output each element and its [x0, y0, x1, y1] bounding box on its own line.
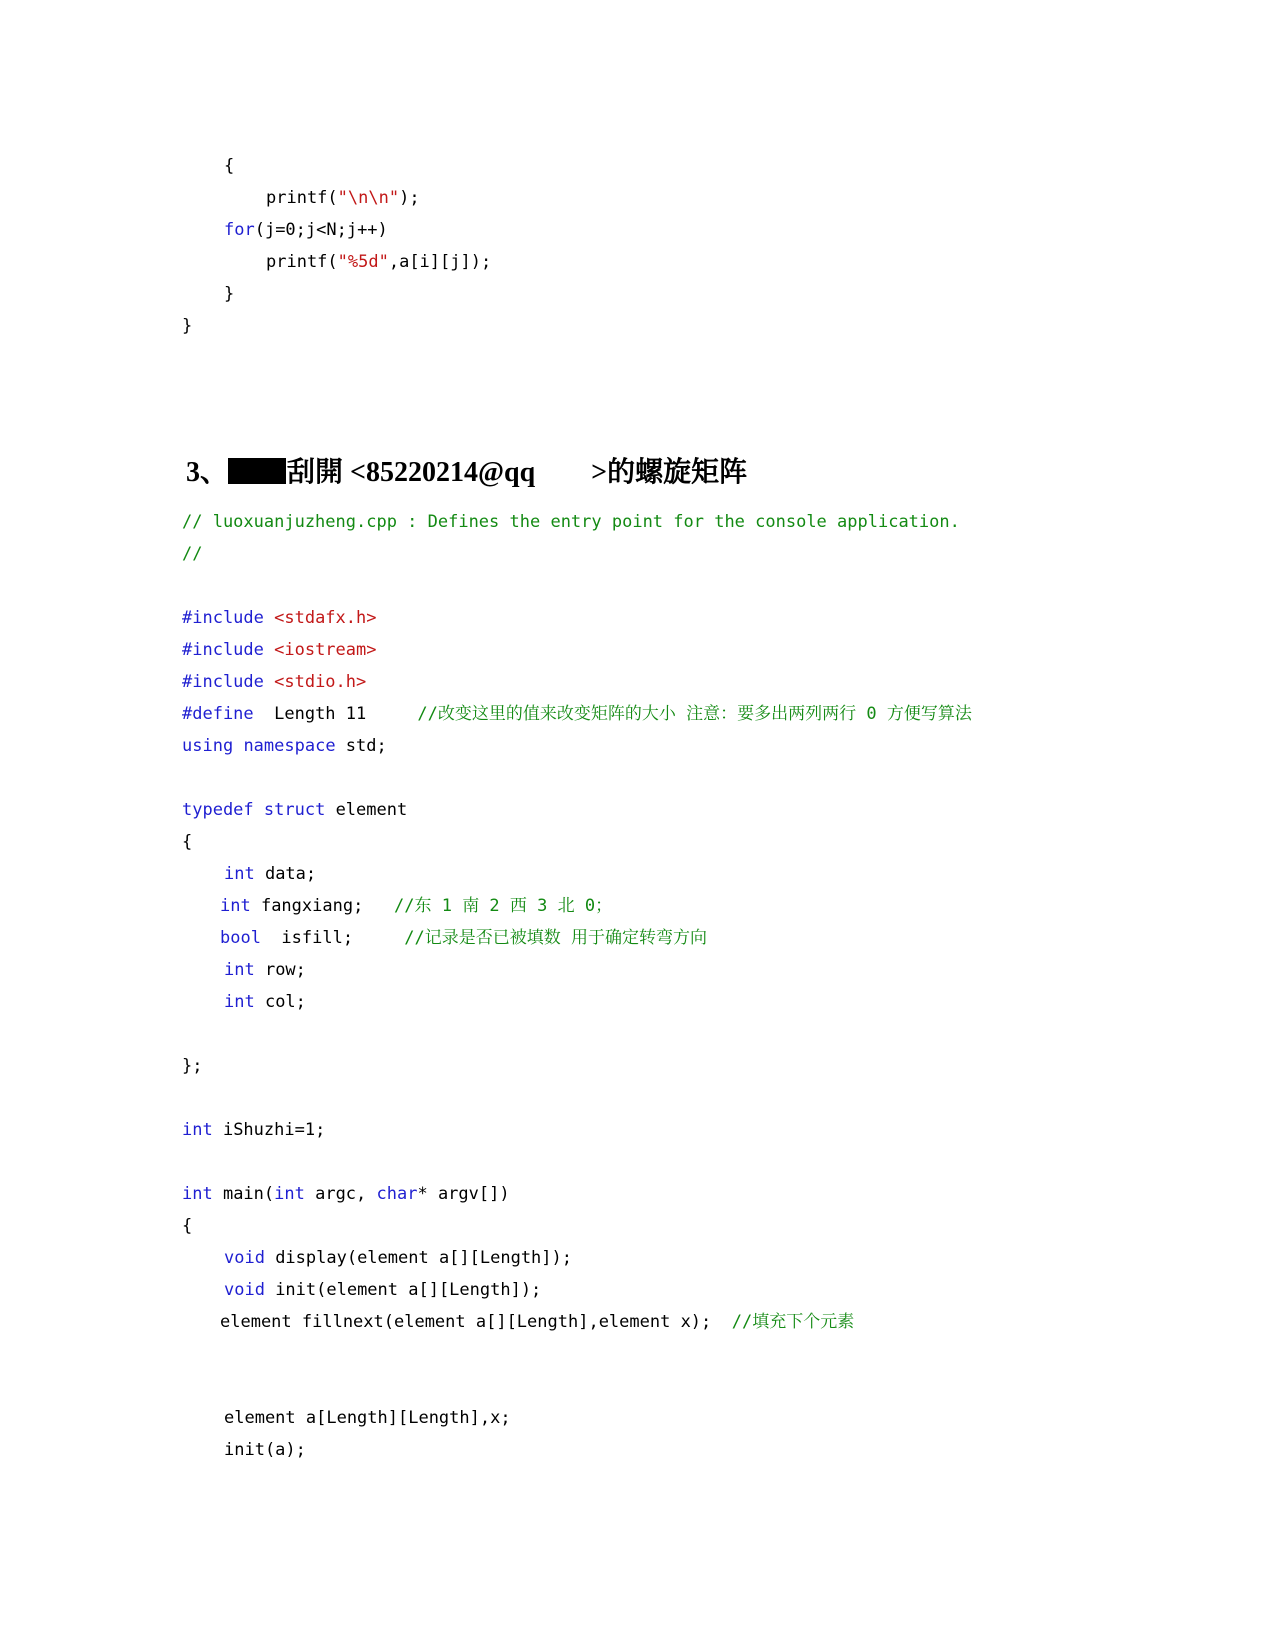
code-line	[0, 602, 972, 634]
section-heading	[186, 453, 747, 493]
code-token: int	[182, 1120, 213, 1140]
code-line	[0, 826, 972, 858]
code-token: (j=0;j<N;j++)	[254, 220, 388, 240]
code-token: #include	[182, 640, 275, 660]
code-line	[0, 1274, 972, 1306]
code-token: element a[Length][Length],x;	[224, 1408, 511, 1428]
code-line	[0, 922, 972, 954]
code-token: char	[376, 1184, 418, 1204]
code-line	[0, 214, 491, 246]
code-token: //填充下个元素	[731, 1312, 855, 1332]
code-token: display(element a[][Length]);	[264, 1248, 572, 1268]
code-token: element	[325, 800, 408, 820]
code-token: #include	[182, 672, 275, 692]
code-token: "%5d"	[337, 252, 389, 272]
code-token: int	[224, 864, 255, 884]
code-line	[0, 730, 972, 762]
code-token: "\n\n"	[337, 188, 400, 208]
code-token: bool	[220, 928, 261, 948]
code-line	[0, 278, 491, 310]
code-token: iShuzhi=1;	[212, 1120, 326, 1140]
code-token: void	[224, 1248, 265, 1268]
code-token: std;	[335, 736, 387, 756]
code-line	[0, 1338, 972, 1370]
code-token: * argv[])	[417, 1184, 510, 1204]
code-line	[0, 634, 972, 666]
code-line	[0, 506, 972, 538]
code-block-1	[0, 150, 491, 342]
code-line	[0, 538, 972, 570]
code-token: init(a);	[224, 1440, 306, 1460]
code-token: <stdio.h>	[274, 672, 367, 692]
code-token: {	[224, 156, 235, 176]
code-line	[0, 570, 972, 602]
code-line	[0, 666, 972, 698]
code-token: argc,	[304, 1184, 377, 1204]
redaction-bar	[228, 458, 286, 484]
code-token: int	[224, 992, 255, 1012]
code-line	[0, 1306, 972, 1338]
code-line	[0, 986, 972, 1018]
code-line	[0, 1018, 972, 1050]
code-line	[0, 1402, 972, 1434]
heading-text-after-redaction: 刮開 <85220214@qq	[287, 457, 536, 488]
code-line	[0, 182, 491, 214]
code-token: data;	[254, 864, 317, 884]
code-token: struct	[263, 800, 326, 820]
code-token: printf(	[266, 252, 338, 272]
code-token: fangxiang;	[250, 896, 395, 916]
code-token: void	[224, 1280, 265, 1300]
code-token: ,a[i][j]);	[388, 252, 492, 272]
code-token: int	[224, 960, 255, 980]
code-token: row;	[254, 960, 306, 980]
code-line	[0, 890, 972, 922]
code-token: Length 11	[253, 704, 418, 724]
code-line	[0, 246, 491, 278]
code-token: <iostream>	[274, 640, 377, 660]
code-token: //改变这里的值来改变矩阵的大小 注意：要多出两列两行 0 方便写算法	[417, 704, 972, 724]
code-token: namespace	[243, 736, 336, 756]
code-token: //	[182, 544, 203, 564]
code-line	[0, 1242, 972, 1274]
code-token: <stdafx.h>	[274, 608, 377, 628]
code-token: element fillnext(element a[][Length],element x);	[220, 1312, 732, 1332]
code-token: );	[399, 188, 420, 208]
code-token: int	[182, 1184, 213, 1204]
code-token: isfill;	[260, 928, 405, 948]
code-token: typedef	[182, 800, 254, 820]
code-token: col;	[254, 992, 306, 1012]
heading-text-end: >的螺旋矩阵	[591, 457, 748, 488]
code-line	[0, 150, 491, 182]
code-token	[233, 736, 243, 756]
code-token	[254, 800, 264, 820]
code-token: #define	[182, 704, 254, 724]
code-block-2	[0, 506, 972, 1466]
code-line	[0, 1082, 972, 1114]
code-token: };	[182, 1056, 203, 1076]
code-line	[0, 1146, 972, 1178]
code-token: {	[182, 832, 193, 852]
heading-number: 3、	[186, 457, 229, 488]
code-line	[0, 1370, 972, 1402]
code-line	[0, 762, 972, 794]
code-token: //记录是否已被填数 用于确定转弯方向	[404, 928, 707, 948]
code-line	[0, 310, 491, 342]
code-token: using	[182, 736, 234, 756]
code-token: #include	[182, 608, 275, 628]
code-token: int	[220, 896, 251, 916]
code-token: main(	[212, 1184, 275, 1204]
code-line	[0, 794, 972, 826]
code-line	[0, 1114, 972, 1146]
code-line	[0, 698, 972, 730]
code-line	[0, 1178, 972, 1210]
code-token: int	[274, 1184, 305, 1204]
code-line	[0, 1434, 972, 1466]
code-token: }	[182, 316, 193, 336]
code-line	[0, 858, 972, 890]
code-token: printf(	[266, 188, 338, 208]
code-token: for	[224, 220, 255, 240]
code-token: {	[182, 1216, 193, 1236]
code-line	[0, 954, 972, 986]
code-token: // luoxuanjuzheng.cpp : Defines the entry point for the console application.	[182, 512, 960, 532]
code-token: }	[224, 284, 235, 304]
code-line	[0, 1050, 972, 1082]
code-token: init(element a[][Length]);	[264, 1280, 542, 1300]
code-token: //东 1 南 2 西 3 北 0；	[394, 896, 613, 916]
code-line	[0, 1210, 972, 1242]
